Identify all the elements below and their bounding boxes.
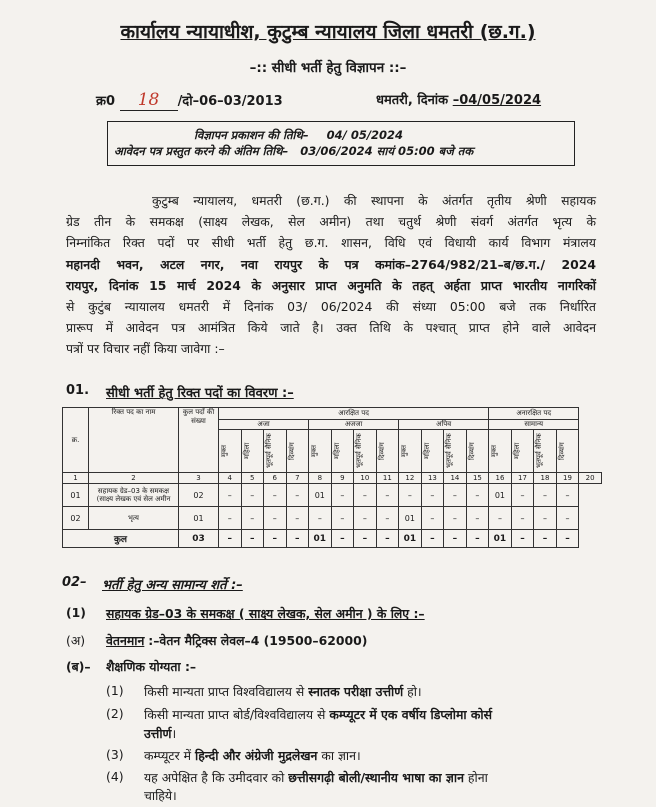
ref-suffix: /दो–06–03/2013 <box>177 94 283 109</box>
total-cell: – <box>534 530 557 548</box>
ref-prefix: क्र0 <box>96 94 116 109</box>
row-cell: – <box>286 507 309 530</box>
row-sn: 02 <box>63 507 89 530</box>
section-2-title: भर्ती हेतु अन्य सामान्य शर्ते :– <box>102 578 243 593</box>
total-cell: 01 <box>309 530 332 548</box>
date-label: धमतरी, दिनांक <box>376 93 449 108</box>
row-cell: – <box>354 484 377 507</box>
header-subcategory <box>444 430 467 473</box>
total-cell: – <box>511 530 534 548</box>
row-cell: – <box>331 507 354 530</box>
advertisement-body <box>66 190 596 360</box>
column-number: 3 <box>179 473 219 484</box>
row-cell: – <box>466 507 489 530</box>
column-number: 1 <box>63 473 89 484</box>
column-number: 8 <box>309 473 332 484</box>
column-number: 18 <box>534 473 557 484</box>
condition-1-text: सहायक ग्रेड–03 के समकक्ष ( साक्ष्य लेखक, सेल अमीन ) के लिए :– <box>106 606 425 621</box>
column-number: 5 <box>241 473 264 484</box>
table-row <box>63 507 602 530</box>
column-number: 6 <box>264 473 287 484</box>
total-cell: – <box>286 530 309 548</box>
row-cell: – <box>399 484 422 507</box>
header-subcategory <box>264 430 287 473</box>
reference-number <box>96 90 283 111</box>
row-cell: – <box>376 484 399 507</box>
row-cell: – <box>309 507 332 530</box>
column-number: 10 <box>354 473 377 484</box>
q3-text-b: हिन्दी और अंग्रेजी मुद्रलेखन <box>195 748 318 763</box>
total-cell: 01 <box>399 530 422 548</box>
header-subcategory <box>399 430 422 473</box>
section-2-number: 02– <box>62 575 87 590</box>
row-cell: – <box>444 507 467 530</box>
row-cell: – <box>421 507 444 530</box>
total-cell: – <box>421 530 444 548</box>
header-subcategory-label: भूतपूर्व सैनिक <box>535 433 544 469</box>
header-post: रिक्त पद का नाम <box>89 408 179 473</box>
header-group-sc: अजा <box>219 420 309 430</box>
row-cell: – <box>219 507 242 530</box>
row-cell: – <box>534 507 557 530</box>
qualification-4-number: (4) <box>106 769 124 784</box>
header-subcategory <box>466 430 489 473</box>
row-cell: – <box>421 484 444 507</box>
header-subcategory-label: मुक्त <box>490 445 499 457</box>
column-number: 12 <box>399 473 422 484</box>
header-sn: क्र. <box>63 408 89 473</box>
header-subcategory <box>534 430 557 473</box>
total-cell: – <box>466 530 489 548</box>
column-number: 14 <box>444 473 467 484</box>
header-subcategory <box>286 430 309 473</box>
column-number: 20 <box>579 473 602 484</box>
section-1-title: सीधी भर्ती हेतु रिक्त पदों का विवरण :– <box>106 386 294 401</box>
qualification-1-number: (1) <box>106 683 124 698</box>
body-line: से कुटुंब न्यायालय धमतरी में दिनांक 03/ 06/2024 की संध्या 05:00 बजे तक निर्धारित <box>66 299 596 315</box>
header-subcategory-label: भूतपूर्व सैनिक <box>355 433 364 469</box>
section-1-heading <box>66 383 294 401</box>
row-sn: 01 <box>63 484 89 507</box>
header-subcategory <box>309 430 332 473</box>
total-cell: – <box>264 530 287 548</box>
body-line: रायपुर, दिनांक 15 मार्च 2024 के अनुसार प्राप्त अनुमति के तहत् अर्हता प्राप्त भारतीय नागरिकों <box>66 277 596 293</box>
issue-date <box>376 90 541 108</box>
qualification-text: शैक्षणिक योग्यता :– <box>106 659 197 674</box>
row-cell: 01 <box>309 484 332 507</box>
body-line: पत्रों पर विचार नहीं किया जावेगा :– <box>66 341 225 357</box>
column-number: 13 <box>421 473 444 484</box>
total-cell: – <box>376 530 399 548</box>
total-cell: – <box>219 530 242 548</box>
header-subcategory-label: मुक्त <box>220 445 228 457</box>
total-cell: – <box>241 530 264 548</box>
header-reserved: आरक्षित पद <box>219 408 489 420</box>
q2-text-b: कम्प्यूटर में एक वर्षीय डिप्लोमा कोर्स <box>329 707 493 722</box>
q2-text-a: किसी मान्यता प्राप्त बोर्ड/विश्वविद्यालय से <box>144 707 326 722</box>
header-subcategory <box>376 430 399 473</box>
header-subcategory <box>219 430 242 473</box>
row-cell: – <box>511 484 534 507</box>
date-value: –04/05/2024 <box>452 93 542 108</box>
q4-text-c: होना <box>467 770 488 785</box>
q1-text-a: किसी मान्यता प्राप्त विश्वविद्यालय से <box>144 684 305 699</box>
table-total-row <box>63 530 602 548</box>
vacancy-table <box>62 407 602 548</box>
header-group-general: सामान्य <box>489 420 579 430</box>
qualification-number: (ब)– <box>66 659 91 674</box>
row-cell: – <box>511 507 534 530</box>
condition-1-number: (1) <box>66 605 86 620</box>
row-cell: – <box>489 507 512 530</box>
qualification-2-number: (2) <box>106 706 124 721</box>
row-cell: – <box>556 507 579 530</box>
body-line: ग्रेड तीन के समकक्ष (साक्ष्य लेखक, सेल अमीन) तथा चतुर्थ श्रेणी संवर्ग अंतर्गत भृत्य के <box>66 214 596 230</box>
column-number: 4 <box>219 473 242 484</box>
column-number: 17 <box>511 473 534 484</box>
pay-scale-number: (अ) <box>66 633 86 648</box>
header-subcategory-label: मुक्त <box>400 445 409 457</box>
table-row <box>63 484 602 507</box>
header-total: कुल पदों की संख्या <box>179 408 219 473</box>
q4-text-d: चाहिये। <box>144 788 177 803</box>
header-subcategory <box>511 430 534 473</box>
column-number: 16 <box>489 473 512 484</box>
row-total: 01 <box>179 507 219 530</box>
header-subcategory-label: मुक्त <box>310 445 319 457</box>
section-1-number: 01. <box>66 383 90 398</box>
header-subcategory-label: महिला <box>332 442 341 460</box>
qualification-3-number: (3) <box>106 747 124 762</box>
body-line: प्रारूप में आवेदन पत्र आमंत्रित किये जाते है। उक्त तिथि के पश्चात् प्राप्त होने वाले आवेदन <box>66 320 596 336</box>
header-subcategory <box>489 430 512 473</box>
row-cell: – <box>241 507 264 530</box>
body-line: कुटुम्ब न्यायालय, धमतरी (छ.ग.) की स्थापना के अंतर्गत तृतीय श्रेणी सहायक <box>152 193 596 208</box>
row-post-name: भृत्य <box>89 507 179 530</box>
row-cell: – <box>286 484 309 507</box>
header-subcategory-label: महिला <box>242 442 251 460</box>
row-cell: – <box>466 484 489 507</box>
body-line: महानदी भवन, अटल नगर, नवा रायपुर के पत्र कमांक–2764/982/21–ब/छ.ग./ 2024 <box>66 256 596 272</box>
q2-text-c: उत्तीर्ण <box>144 726 172 741</box>
row-cell: 01 <box>399 507 422 530</box>
q3-text-c: का ज्ञान। <box>321 748 361 763</box>
header-subcategory-label: महिला <box>512 442 521 460</box>
row-post-name: सहायक ग्रेड–03 के समकक्ष (साक्ष्य लेखक एवं सेल अमीन <box>89 484 179 507</box>
column-number: 15 <box>466 473 489 484</box>
row-cell: – <box>219 484 242 507</box>
header-subcategory-label: भूतपूर्व सैनिक <box>265 433 274 469</box>
pay-scale-label: वेतनमान <box>106 633 145 648</box>
advertisement-subtitle: –:: सीधी भर्ती हेतु विज्ञापन ::– <box>249 60 407 76</box>
header-subcategory <box>556 430 579 473</box>
header-subcategory-label: दिव्यांग <box>287 442 296 460</box>
row-cell: – <box>241 484 264 507</box>
publish-date: 04/ 05/2024 <box>326 128 404 142</box>
header-subcategory <box>331 430 354 473</box>
header-unreserved: अनारक्षित पद <box>489 408 579 420</box>
row-cell: – <box>354 507 377 530</box>
header-subcategory <box>354 430 377 473</box>
row-cell: – <box>264 484 287 507</box>
q2-text-d: । <box>171 726 177 741</box>
row-cell: – <box>534 484 557 507</box>
total-cell: – <box>556 530 579 548</box>
total-count: 03 <box>179 530 219 548</box>
row-cell: – <box>331 484 354 507</box>
dates-notice-box <box>107 121 575 166</box>
total-cell: – <box>444 530 467 548</box>
column-number: 2 <box>89 473 179 484</box>
header-subcategory <box>421 430 444 473</box>
ref-handwritten-number: 18 <box>137 90 160 110</box>
header-group-obc: अपिव <box>399 420 489 430</box>
header-subcategory-label: दिव्यांग <box>377 442 386 460</box>
header-group-st: अजजा <box>309 420 399 430</box>
total-cell: – <box>331 530 354 548</box>
q1-text-c: हो। <box>407 684 422 699</box>
column-number: 7 <box>286 473 309 484</box>
column-number: 19 <box>556 473 579 484</box>
last-date-label: आवेदन पत्र प्रस्तुत करने की अंतिम तिथि– <box>114 144 289 158</box>
column-number: 11 <box>376 473 399 484</box>
row-total: 02 <box>179 484 219 507</box>
column-number: 9 <box>331 473 354 484</box>
q1-text-b: स्नातक परीक्षा उत्तीर्ण <box>308 684 404 699</box>
header-subcategory-label: महिला <box>422 442 431 460</box>
total-cell: – <box>354 530 377 548</box>
q4-text-a: यह अपेक्षित है कि उमीदवार को <box>144 770 285 785</box>
row-cell: 01 <box>489 484 512 507</box>
total-label: कुल <box>63 530 179 548</box>
row-cell: – <box>556 484 579 507</box>
row-cell: – <box>376 507 399 530</box>
header-subcategory-label: दिव्यांग <box>467 442 476 460</box>
office-title: कार्यालय न्यायाधीश, कुटुम्ब न्यायालय जिला धमतरी (छ.ग.) <box>120 21 536 43</box>
q3-text-a: कम्प्यूटर में <box>144 748 192 763</box>
row-cell: – <box>444 484 467 507</box>
row-cell: – <box>264 507 287 530</box>
body-line: निम्नांकित रिक्त पदों पर सीधी भर्ती हेतु छ.ग. शासन, विधि एवं विधायी कार्य विभाग मंत्रालय <box>66 235 596 251</box>
header-subcategory <box>241 430 264 473</box>
total-cell: 01 <box>489 530 512 548</box>
last-date: 03/06/2024 सायं 05:00 बजे तक <box>300 144 474 158</box>
q4-text-b: छत्तीसगढ़ी बोली/स्थानीय भाषा का ज्ञान <box>288 770 464 785</box>
publish-date-label: विज्ञापन प्रकाशन की तिथि– <box>194 128 309 142</box>
header-subcategory-label: भूतपूर्व सैनिक <box>445 433 454 469</box>
header-subcategory-label: दिव्यांग <box>557 442 566 460</box>
pay-scale-text: :–वेतन मैट्रिक्स लेवल–4 (19500–62000) <box>148 633 368 648</box>
